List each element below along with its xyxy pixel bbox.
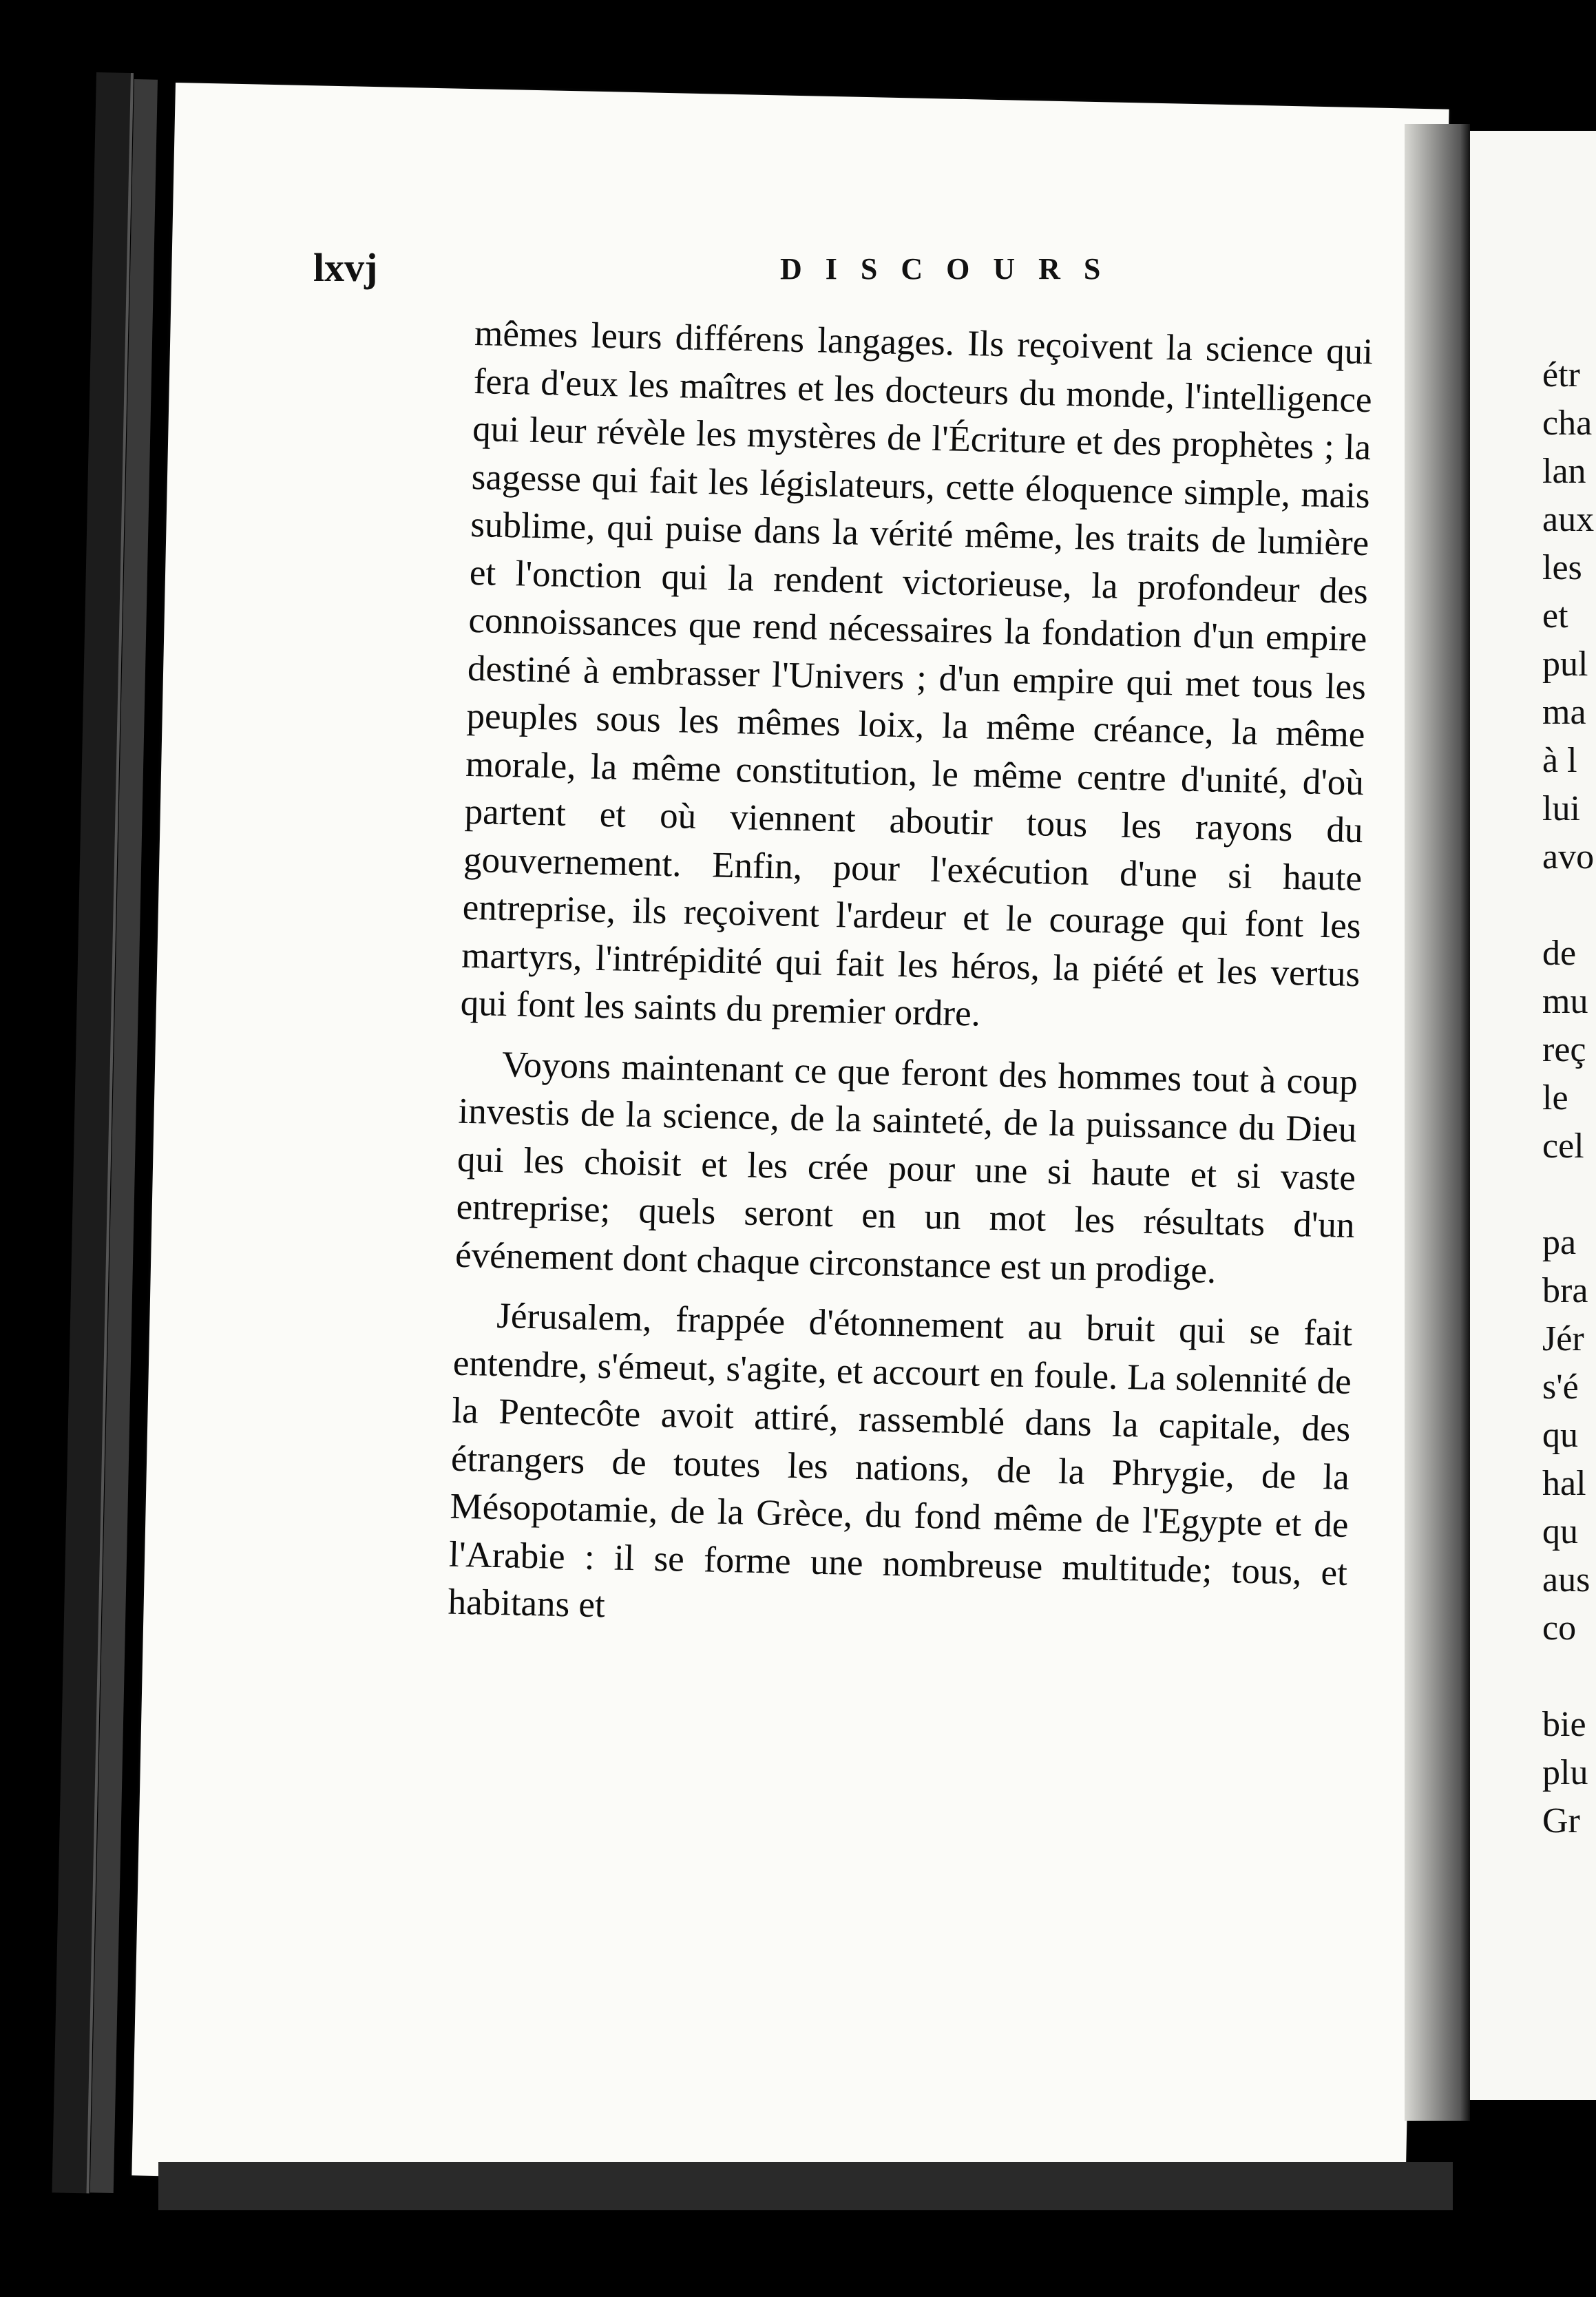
facing-fragment: qu	[1542, 1512, 1578, 1551]
facing-page	[1470, 131, 1596, 2100]
facing-fragment: et	[1542, 596, 1568, 636]
facing-fragment: à l	[1542, 741, 1577, 780]
facing-fragment: pa	[1542, 1223, 1577, 1262]
body-text	[448, 310, 1374, 1645]
facing-fragment: étr	[1542, 355, 1580, 395]
paragraph-2: Voyons maintenant ce que feront des hommes tout à coup investis de la science, de la sainteté, de la puissance du Dieu qui les choisit et les crée pour une si haute et si vaste entreprise; quels seront en un mot les résultats d'un événement dont chaque circonstance est un prodige.	[454, 1044, 1358, 1291]
facing-fragment: les	[1542, 548, 1582, 587]
facing-fragment: reç	[1542, 1030, 1586, 1069]
facing-fragment: le	[1542, 1078, 1568, 1118]
facing-fragment: pul	[1542, 644, 1588, 684]
facing-fragment: co	[1542, 1608, 1577, 1648]
page-number: lxvj	[313, 245, 378, 290]
facing-fragment: lui	[1542, 789, 1580, 828]
facing-fragment: de	[1542, 934, 1577, 973]
facing-fragment: bie	[1542, 1705, 1586, 1744]
page-bottom-shadow	[158, 2162, 1453, 2210]
page-gutter-shadow	[1405, 124, 1470, 2121]
paragraph-3: Jérusalem, frappée d'étonnement au bruit qui se fait entendre, s'émeut, s'agite, et accourt en foule. La solennité de la Pentecôte avoit attiré, rassemblé dans la capitale, des étrangers de toutes les nations, de la Phrygie, de la Mésopotamie, de la Grèce, du fond même de l'Egypte et de l'Arabie : il se forme une nombreuse multitude; tous, et habitans et	[448, 1295, 1353, 1626]
page-header	[313, 244, 1415, 300]
facing-fragment: qu	[1542, 1416, 1578, 1455]
facing-fragment: Gr	[1542, 1801, 1580, 1840]
paragraph-1: mêmes leurs différens langages. Ils reçoivent la science qui fera d'eux les maîtres et les docteurs du monde, l'intelligence qui leur révèle les mystères de l'Écriture et des prophètes ; la sagesse qui fait les législateurs, cette éloquence simple, mais sublime, qui puise dans la vérité même, les traits de lumière et l'onction qui la rendent victorieuse, la profondeur des connoissances que rend nécessaires la fondation d'un empire destiné à embrasser l'Univers ; d'un empire qui met tous les peuples sous les mêmes loix, la même créance, la même morale, la même constitution, le même centre d'unité, d'où partent et où viennent aboutir tous les rayons du gouvernement. Enfin, pour l'exécution d'une si haute entreprise, ils reçoivent l'ardeur et le courage qui font les martyrs, l'intrépidité qui fait les héros, la piété et les vertus qui font les saints du premier ordre.	[460, 313, 1374, 1034]
facing-fragment: hal	[1542, 1464, 1586, 1503]
facing-fragment: s'é	[1542, 1367, 1579, 1407]
facing-fragment: cel	[1542, 1126, 1584, 1166]
facing-fragment: mu	[1542, 982, 1588, 1021]
facing-fragment: bra	[1542, 1271, 1588, 1310]
facing-fragment: lan	[1542, 452, 1586, 491]
running-title: DISCOURS	[780, 252, 1124, 286]
facing-fragment: Jér	[1542, 1319, 1584, 1359]
facing-fragment: aus	[1542, 1560, 1590, 1599]
facing-fragment: cha	[1542, 403, 1593, 443]
facing-fragment: plu	[1542, 1753, 1588, 1792]
facing-fragment: aux	[1542, 500, 1595, 539]
facing-fragment: avo	[1542, 837, 1595, 877]
facing-fragment: ma	[1542, 693, 1586, 732]
